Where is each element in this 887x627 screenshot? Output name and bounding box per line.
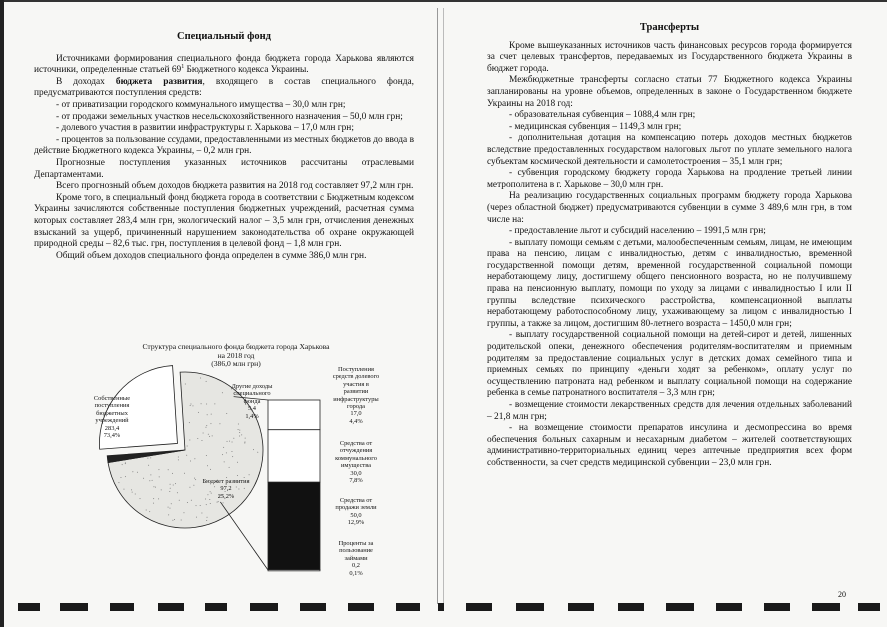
pie-texture-dot [186,455,187,456]
pie-texture-dot [201,403,202,404]
dev-text-c: , входящего в состав специального фонда, предусматриваются поступления средств: [34,76,414,99]
pie-texture-dot [233,438,234,439]
footer-mark [568,603,594,611]
list-item: - выплату государственной социальной помощи на детей-сирот и детей, лишенных родительской опеки, денежного обеспечения родителям-воспитателям и приемным родителям за предоставление социальных услуг в детских домах семейного типа и приемных семьях по принципу «деньги ходят за ребенком», оплату услуг по осуществлению патроната над ребенком и выплату социальной помощи на содержание ребенка в семье патронатного воспитателя – 3,3 млн грн; [487,330,852,399]
transfers-heading: Трансферты [639,22,700,33]
book-spine [437,8,438,604]
pie-texture-dot [224,461,225,462]
pie-texture-dot [223,502,224,503]
pie-texture-dot [159,476,160,477]
pie-texture-dot [257,452,258,453]
pie-texture-dot [206,381,207,382]
paragraph-social-programs: На реализацию государственных социальных программ бюджету города Харькова (через областной бюджет) предусматриваются субвенции в сумме 3 489,6 млн грн, в том числе на: [487,191,852,225]
pie-texture-dot [132,492,133,493]
list-item: - от приватизации городского коммунального имущества – 30,0 млн грн; [56,99,346,110]
pie-texture-dot [238,423,239,424]
pie-texture-dot [168,469,169,470]
pie-texture-dot [200,505,201,506]
pie-texture-dot [171,503,172,504]
list-item: - процентов за пользование ссудами, предоставленными из местных бюджетов до ввода в действие Бюджетного кодекса Украины, – 0,2 млн грн. [34,134,414,157]
pie-texture-dot [150,474,151,475]
pie-texture-dot [222,454,223,455]
pie-texture-dot [181,520,182,521]
pie-texture-dot [155,487,156,488]
pie-texture-dot [153,486,154,487]
pie-texture-dot [229,467,230,468]
pie-texture-dot [149,480,150,481]
page-number: 20 [838,590,846,599]
chart-title-line: (386,0 млн грн) [211,359,261,369]
pie-texture-dot [120,477,121,478]
pie-texture-dot [217,502,218,503]
pie-texture-dot [158,498,159,499]
list-item: - образовательная субвенция – 1088,4 млн грн; [509,110,696,121]
pie-texture-dot [245,438,246,439]
list-item: - на возмещение стоимости препаратов инсулина и десмопрессина во время обеспечения больных сахарным и несахарным диабетом – жителей соответствующих административно-территориальных единиц через аптечные предприятия всех форм собственности, за счет средств медицинской субвенции – 23,0 млн грн. [487,423,852,468]
pie-texture-dot [200,377,201,378]
footer-mark [348,603,374,611]
pie-texture-dot [232,441,233,442]
list-item: - возмещение стоимости лекарственных средств для лечения отдельных заболеваний – 21,8 млн грн; [487,400,852,422]
pie-texture-dot [170,488,171,489]
label-property-alienation: Средства от отчуждения коммунального имущества 30,0 7,8% [335,440,377,485]
pie-texture-dot [244,442,245,443]
pie-texture-dot [190,405,191,406]
footer-mark [666,603,694,611]
pie-texture-dot [122,464,123,465]
pie-texture-dot [229,441,230,442]
pie-texture-dot [211,414,212,415]
pie-texture-dot [185,383,186,384]
paragraph-forecast: Прогнозные поступления указанных источников рассчитаны отраслевыми Департаментами. [34,157,414,180]
pie-texture-dot [178,459,179,460]
pie-texture-dot [223,447,224,448]
book-spine-shadow [443,8,444,604]
pie-texture-dot [205,427,206,428]
pie-texture-dot [206,504,207,505]
pie-texture-dot [190,460,191,461]
pie-texture-dot [206,403,207,404]
pie-texture-dot [206,520,207,521]
right-page [487,0,852,470]
footer-mark [300,603,326,611]
pie-texture-dot [189,487,190,488]
footer-mark [618,603,644,611]
pie-texture-dot [150,457,151,458]
pie-texture-dot [168,507,169,508]
footer-mark [250,603,278,611]
pie-texture-dot [149,511,150,512]
label-development-budget: Бюджет развития 97,2 25,2% [202,478,250,500]
pie-texture-dot [125,476,126,477]
footer-mark [812,603,840,611]
pie-texture-dot [131,489,132,490]
pie-texture-dot [239,435,240,436]
pie-texture-dot [226,452,227,453]
pie-texture-dot [140,498,141,499]
pie-texture-dot [187,502,188,503]
paragraph-sources-end: Бюджетного кодекса Украины. [184,65,309,76]
pie-texture-dot [174,519,175,520]
footer-mark [158,603,184,611]
pie-texture-dot [237,462,238,463]
label-equity-participation: Поступления средств долевого участия в развитии инфраструктуры города 17,0 4,4% [332,366,380,425]
pie-texture-dot [206,425,207,426]
pie-texture-dot [196,505,197,506]
pie-texture-dot [197,438,198,439]
pie-texture-dot [132,471,133,472]
pie-texture-dot [210,423,211,424]
breakdown-bar-property [268,430,320,482]
pie-texture-dot [239,432,240,433]
pie-texture-dot [212,435,213,436]
pie-texture-dot [207,414,208,415]
pie-texture-dot [158,469,159,470]
dev-text-bold: бюджета развития [115,76,203,87]
pie-texture-dot [172,473,173,474]
pie-texture-dot [172,520,173,521]
pie-texture-dot [208,434,209,435]
pie-texture-dot [249,474,250,475]
pie-texture-dot [201,440,202,441]
chart-title-line: Структура специального фонда бюджета города Харькова [142,342,330,351]
footer-mark [18,603,40,611]
pie-texture-dot [153,498,154,499]
pie-texture-dot [193,485,194,486]
pie-texture-dot [241,434,242,435]
pie-texture-dot [207,517,208,518]
pie-texture-dot [196,517,197,518]
pie-texture-dot [232,456,233,457]
list-item: - медицинская субвенция – 1149,3 млн грн; [509,121,682,132]
pie-texture-dot [191,500,192,501]
footer-mark [764,603,790,611]
footer-mark [60,603,88,611]
footer-mark [396,603,420,611]
pie-texture-dot [219,423,220,424]
footnote-marker: 1 [181,64,185,71]
list-item: - дополнительная дотация на компенсацию потерь доходов местных бюджетов вследствие предоставленных государством налоговых льгот по уплате земельного налога субъектам космической деятельности и самолетостроения – 35,1 млн грн; [487,133,852,167]
pie-texture-dot [189,422,190,423]
pie-texture-dot [209,436,210,437]
pie-texture-dot [192,405,193,406]
pie-texture-dot [190,403,191,404]
pie-texture-dot [168,514,169,515]
footer-mark [205,603,227,611]
label-other-revenues: Другие доходы специального фонда 5,4 1,4% [231,383,273,420]
pie-texture-dot [153,503,154,504]
pie-texture-dot [203,433,204,434]
footer-mark [438,603,444,611]
pie-texture-dot [177,492,178,493]
pie-texture-dot [184,473,185,474]
pie-texture-dot [201,512,202,513]
pie-texture-dot [152,480,153,481]
pie-texture-dot [135,494,136,495]
paragraph-intergovernmental: Межбюджетные трансферты согласно статьи 77 Бюджетного кодекса Украины запланированы на уровне объемов, определенных в законе о Государственном бюджете Украины на 2018 год: [487,75,852,109]
footer-mark [516,603,544,611]
pie-texture-dot [148,465,149,466]
pie-texture-dot [147,458,148,459]
pie-texture-dot [239,430,240,431]
footer-mark [466,603,492,611]
breakdown-bar-land [268,482,320,569]
list-item: - от продажи земельных участков несельскохозяйственного назначения – 50,0 млн грн; [56,111,403,122]
pie-texture-dot [194,478,195,479]
pie-texture-dot [173,484,174,485]
pie-texture-dot [206,455,207,456]
label-land-sale: Средства от продажи земли 50,0 12,9% [335,497,377,527]
list-item: - предоставление льгот и субсидий населению – 1991,5 млн грн; [509,226,766,237]
pie-texture-dot [125,462,126,463]
pie-texture-dot [169,508,170,509]
label-loan-interest: Проценты за пользование займами 0,2 0,1% [338,540,374,577]
pie-texture-dot [161,489,162,490]
list-item: - субвенция городскому бюджету города Харькова на продление третьей линии метрополитена в г. Харькове – 30,0 млн грн. [487,168,852,190]
pie-texture-dot [244,441,245,442]
list-item: - долевого участия в развитии инфраструктуры г. Харькова – 17,0 млн грн; [56,123,354,134]
pie-texture-dot [170,484,171,485]
paragraph-sources-text: Источниками формирования специального фонда бюджета города Харькова являются источники, определенные статьей 69 [34,53,414,76]
pie-texture-dot [169,491,170,492]
pie-texture-dot [231,451,232,452]
pie-texture-dot [118,482,119,483]
pie-texture-dot [238,429,239,430]
dev-text-a: В доходах [56,76,116,87]
breakdown-bar-loans [268,570,320,571]
pie-texture-dot [123,489,124,490]
pie-texture-dot [227,441,228,442]
special-fund-heading: Специальный фонд [177,31,271,42]
pie-texture-dot [143,478,144,479]
label-own-revenues: Собственные поступления бюджетных учреждений 283,4 73,4% [93,395,131,440]
pie-texture-dot [183,512,184,513]
pie-texture-dot [207,465,208,466]
pie-texture-dot [210,503,211,504]
footer-mark [858,603,880,611]
pie-texture-dot [218,501,219,502]
footer-mark [110,603,134,611]
pie-texture-dot [187,445,188,446]
pie-texture-dot [189,439,190,440]
pie-texture-dot [194,458,195,459]
pie-texture-dot [178,456,179,457]
chart-title-line: на 2018 год [217,350,255,360]
pie-texture-dot [210,469,211,470]
paragraph-total-development: Всего прогнозный объем доходов бюджета развития на 2018 год составляет 97,2 млн грн. [56,181,414,192]
pie-texture-dot [253,449,254,450]
pie-texture-dot [214,403,215,404]
pie-texture-dot [198,412,199,413]
paragraph-total-special-fund: Общий объем доходов специального фонда определен в сумме 386,0 млн грн. [56,250,367,261]
footer-mark [716,603,742,611]
pie-texture-dot [237,475,238,476]
paragraph-own-revenues: Кроме того, в специальный фонд бюджета города в соответствии с Бюджетным кодексом Украины зачисляются собственные поступления бюджетных учреждений, расчетная сумма которых составляет 283,4 млн грн, экологический налог – 3,5 млн грн, отчисления денежных взысканий за ущерб, причиненный нарушением законодательства об охране окружающей природной среды – 82,6 тыс. грн, поступления в целевой фонд – 1,8 млн грн. [34,192,414,250]
connector-line [220,502,268,570]
paragraph-transfers-intro: Кроме вышеуказанных источников часть финансовых ресурсов города формируется за счет целевых трансфертов, передаваемых из Государственного бюджета Украины в бюджет города. [487,40,852,74]
pie-texture-dot [179,500,180,501]
pie-texture-dot [146,509,147,510]
pie-texture-dot [137,472,138,473]
pie-texture-dot [175,483,176,484]
list-item: - выплату помощи семьям с детьми, малообеспеченным семьям, лицам, не имеющим права на пенсию, лицам с инвалидностью, детям с инвалидностью, временной государственной помощи детям, временной государственной социальной помощи неработающему лицу, достигшему общего пенсионного возраста, но не получившему права на пенсионную выплату, помощи по уходу за лицами с инвалидностью I или II группы вследствие психического расстройства, компенсационной выплаты неработающему работоспособному лицу, ухаживающему за лицом с инвалидностью I группы, а также за лицом, достигшим 80-летнего возраста – 1450,0 млн грн; [487,237,852,329]
scan-footer-marks [0,600,887,614]
